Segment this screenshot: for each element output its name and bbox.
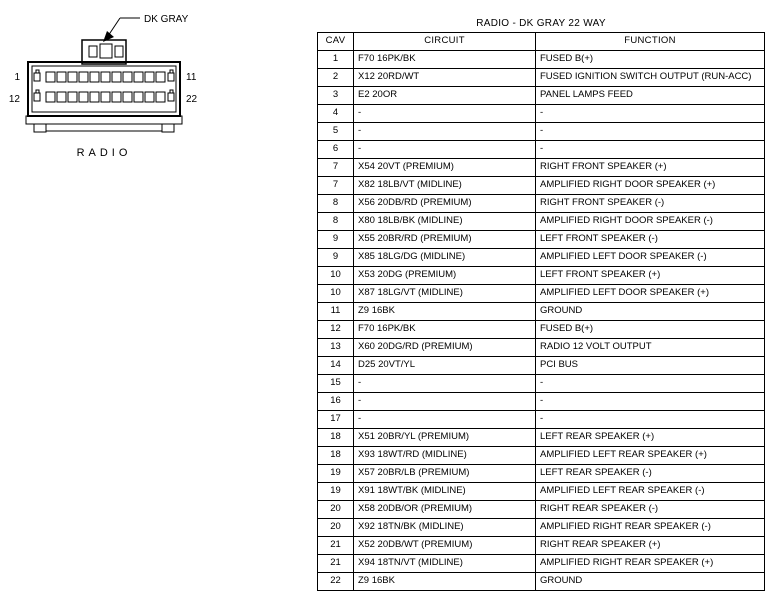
table-row [318, 447, 765, 465]
connector-svg [4, 4, 254, 174]
cav-cell: 20 [318, 501, 354, 519]
function-cell: RIGHT FRONT SPEAKER (+) [536, 159, 765, 177]
circuit-cell: D25 20VT/YL [354, 357, 536, 375]
pin-cavity [79, 72, 88, 82]
pin-cavity [168, 93, 174, 101]
function-cell: RADIO 12 VOLT OUTPUT [536, 339, 765, 357]
function-cell: - [536, 393, 765, 411]
circuit-cell: - [354, 105, 536, 123]
pin-cavity [90, 72, 99, 82]
cav-cell: 12 [318, 321, 354, 339]
circuit-cell: F70 16PK/BK [354, 51, 536, 69]
cav-cell: 8 [318, 213, 354, 231]
connector-color-label: DK GRAY [144, 14, 189, 25]
function-cell: AMPLIFIED LEFT REAR SPEAKER (+) [536, 447, 765, 465]
cav-cell: 13 [318, 339, 354, 357]
circuit-cell: X93 18WT/RD (MIDLINE) [354, 447, 536, 465]
table-row [318, 393, 765, 411]
cav-cell: 2 [318, 69, 354, 87]
table-row [318, 177, 765, 195]
cav-cell: 4 [318, 105, 354, 123]
table-row [318, 141, 765, 159]
function-cell: - [536, 411, 765, 429]
table-title: RADIO - DK GRAY 22 WAY [476, 18, 606, 29]
cav-cell: 10 [318, 285, 354, 303]
connector-caption: RADIO [76, 147, 132, 159]
circuit-cell: X94 18TN/VT (MIDLINE) [354, 555, 536, 573]
pin-cavity [145, 92, 154, 102]
pin-cavity [46, 72, 55, 82]
circuit-cell: X54 20VT (PREMIUM) [354, 159, 536, 177]
pin-cavity [145, 72, 154, 82]
circuit-cell: - [354, 411, 536, 429]
table-row [318, 159, 765, 177]
table-row [318, 87, 765, 105]
table-row [318, 105, 765, 123]
pin-cavity [123, 72, 132, 82]
table-row [318, 339, 765, 357]
table-row [318, 537, 765, 555]
pin-cavity [57, 92, 66, 102]
function-cell: GROUND [536, 303, 765, 321]
table-row [318, 519, 765, 537]
circuit-cell: X56 20DB/RD (PREMIUM) [354, 195, 536, 213]
table-row [318, 555, 765, 573]
pin-cavity [170, 90, 173, 93]
function-cell: FUSED IGNITION SWITCH OUTPUT (RUN-ACC) [536, 69, 765, 87]
circuit-cell: X85 18LG/DG (MIDLINE) [354, 249, 536, 267]
table-header-row [318, 33, 765, 51]
cav-cell: 5 [318, 123, 354, 141]
cav-cell: 19 [318, 483, 354, 501]
circuit-cell: - [354, 123, 536, 141]
table-row [318, 51, 765, 69]
cav-cell: 19 [318, 465, 354, 483]
pin-cavity [36, 90, 39, 93]
table-row [318, 123, 765, 141]
pin-cavity [34, 93, 40, 101]
pin-cavity [101, 92, 110, 102]
function-cell: LEFT REAR SPEAKER (-) [536, 465, 765, 483]
pin-cavity [134, 72, 143, 82]
function-cell: AMPLIFIED RIGHT REAR SPEAKER (-) [536, 519, 765, 537]
connector-base [26, 116, 182, 132]
circuit-cell: X55 20BR/RD (PREMIUM) [354, 231, 536, 249]
function-cell: PANEL LAMPS FEED [536, 87, 765, 105]
pin-cavity [36, 70, 39, 73]
table-row [318, 483, 765, 501]
pin-cavity [90, 92, 99, 102]
pin-cavity [46, 92, 55, 102]
table-row [318, 195, 765, 213]
function-cell: - [536, 105, 765, 123]
pin-cavity [34, 73, 40, 81]
table-row [318, 285, 765, 303]
function-cell: - [536, 375, 765, 393]
circuit-cell: E2 20OR [354, 87, 536, 105]
cav-cell: 18 [318, 429, 354, 447]
table-row [318, 429, 765, 447]
table-row [318, 573, 765, 591]
table-row [318, 213, 765, 231]
function-cell: LEFT FRONT SPEAKER (+) [536, 267, 765, 285]
cav-cell: 10 [318, 267, 354, 285]
pin-cavity [79, 92, 88, 102]
cav-cell: 8 [318, 195, 354, 213]
circuit-cell: - [354, 393, 536, 411]
pin-cavity [134, 92, 143, 102]
table-row [318, 267, 765, 285]
circuit-cell: X53 20DG (PREMIUM) [354, 267, 536, 285]
pin-cavity [57, 72, 66, 82]
connector-diagram [4, 4, 254, 179]
circuit-cell: - [354, 375, 536, 393]
cav-cell: 6 [318, 141, 354, 159]
pin-cavity [156, 72, 165, 82]
cav-cell: 9 [318, 231, 354, 249]
circuit-cell: F70 16PK/BK [354, 321, 536, 339]
circuit-cell: X82 18LB/VT (MIDLINE) [354, 177, 536, 195]
function-cell: - [536, 123, 765, 141]
pin-label-bottom-left: 12 [8, 94, 20, 105]
pin-cavity [112, 72, 121, 82]
connector-top-tab [82, 40, 126, 64]
circuit-cell: X57 20BR/LB (PREMIUM) [354, 465, 536, 483]
table-row [318, 501, 765, 519]
function-cell: RIGHT FRONT SPEAKER (-) [536, 195, 765, 213]
function-cell: - [536, 141, 765, 159]
function-cell: FUSED B(+) [536, 51, 765, 69]
function-cell: AMPLIFIED LEFT REAR SPEAKER (-) [536, 483, 765, 501]
pin-cavity [68, 92, 77, 102]
pin-cavity [101, 72, 110, 82]
pin-cavity [68, 72, 77, 82]
connector-body [28, 62, 180, 116]
table-row [318, 375, 765, 393]
cav-cell: 16 [318, 393, 354, 411]
cav-cell: 21 [318, 537, 354, 555]
function-cell: AMPLIFIED RIGHT REAR SPEAKER (+) [536, 555, 765, 573]
function-cell: AMPLIFIED RIGHT DOOR SPEAKER (+) [536, 177, 765, 195]
function-cell: LEFT FRONT SPEAKER (-) [536, 231, 765, 249]
function-cell: AMPLIFIED LEFT DOOR SPEAKER (+) [536, 285, 765, 303]
circuit-cell: X87 18LG/VT (MIDLINE) [354, 285, 536, 303]
circuit-cell: X60 20DG/RD (PREMIUM) [354, 339, 536, 357]
cav-cell: 14 [318, 357, 354, 375]
circuit-cell: Z9 16BK [354, 573, 536, 591]
cav-cell: 15 [318, 375, 354, 393]
pin-cavity [112, 92, 121, 102]
function-cell: AMPLIFIED RIGHT DOOR SPEAKER (-) [536, 213, 765, 231]
table-row [318, 69, 765, 87]
circuit-cell: - [354, 141, 536, 159]
table-row [318, 321, 765, 339]
dk-gray-arrow [108, 18, 140, 36]
header-circuit: CIRCUIT [354, 33, 536, 51]
cav-cell: 1 [318, 51, 354, 69]
table-row [318, 303, 765, 321]
cav-cell: 3 [318, 87, 354, 105]
cav-cell: 17 [318, 411, 354, 429]
circuit-cell: X51 20BR/YL (PREMIUM) [354, 429, 536, 447]
table-row [318, 411, 765, 429]
cav-cell: 7 [318, 177, 354, 195]
function-cell: PCI BUS [536, 357, 765, 375]
function-cell: RIGHT REAR SPEAKER (+) [536, 537, 765, 555]
pin-label-top-right: 11 [186, 72, 197, 83]
table-row [318, 465, 765, 483]
circuit-cell: X92 18TN/BK (MIDLINE) [354, 519, 536, 537]
cav-cell: 18 [318, 447, 354, 465]
circuit-cell: Z9 16BK [354, 303, 536, 321]
pin-cavity [156, 92, 165, 102]
table-row [318, 249, 765, 267]
table-row [318, 357, 765, 375]
pinout-section [317, 18, 765, 591]
circuit-cell: X80 18LB/BK (MIDLINE) [354, 213, 536, 231]
pin-cavities [34, 70, 174, 102]
cav-cell: 9 [318, 249, 354, 267]
cav-cell: 7 [318, 159, 354, 177]
pin-cavity [123, 92, 132, 102]
circuit-cell: X91 18WT/BK (MIDLINE) [354, 483, 536, 501]
table-row [318, 231, 765, 249]
pin-label-bottom-right: 22 [186, 94, 198, 105]
circuit-cell: X58 20DB/OR (PREMIUM) [354, 501, 536, 519]
circuit-cell: X52 20DB/WT (PREMIUM) [354, 537, 536, 555]
pin-cavity [170, 70, 173, 73]
function-cell: LEFT REAR SPEAKER (+) [536, 429, 765, 447]
header-function: FUNCTION [536, 33, 765, 51]
pinout-table [317, 32, 765, 591]
pinout-table-body [318, 51, 765, 591]
function-cell: AMPLIFIED LEFT DOOR SPEAKER (-) [536, 249, 765, 267]
pin-label-top-left: 1 [14, 72, 20, 83]
cav-cell: 11 [318, 303, 354, 321]
function-cell: RIGHT REAR SPEAKER (-) [536, 501, 765, 519]
header-cav: CAV [318, 33, 354, 51]
cav-cell: 20 [318, 519, 354, 537]
circuit-cell: X12 20RD/WT [354, 69, 536, 87]
function-cell: GROUND [536, 573, 765, 591]
cav-cell: 22 [318, 573, 354, 591]
pin-cavity [168, 73, 174, 81]
function-cell: FUSED B(+) [536, 321, 765, 339]
cav-cell: 21 [318, 555, 354, 573]
